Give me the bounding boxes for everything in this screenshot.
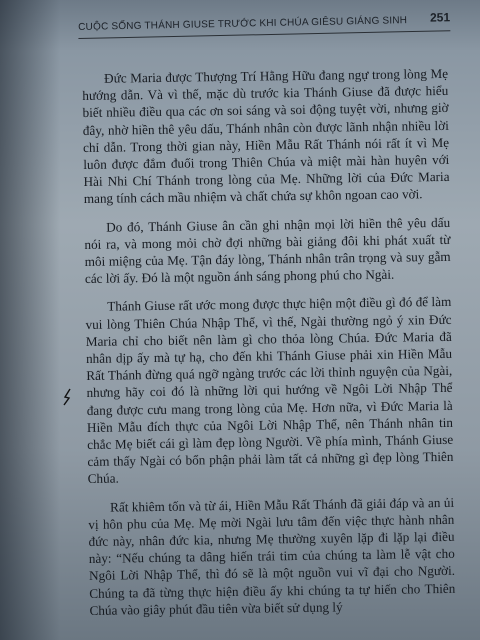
paragraph-2: Do đó, Thánh Giuse ân cần ghi nhận mọi lời hiền thê yêu dấu nói ra, và mong mỏi chờ đợi những bài giảng đôi khi phát xuất từ môi miệng của Mẹ. Tận đáy lòng, Thánh nhân trân trọng và suy gẫm các lời ấy. Đó là một nguồn ánh sáng phong phú cho Ngài. — [84, 214, 451, 287]
pencil-margin-mark-icon — [62, 388, 72, 409]
running-head: CUỘC SỐNG THÁNH GIUSE TRƯỚC KHI CHÚA GIÊSU GIÁNG SINH — [78, 15, 408, 33]
page-header — [78, 10, 450, 39]
body-text — [82, 65, 456, 630]
paragraph-3: Thánh Giuse rất ước mong được thực hiện một điều gì đó để làm vui lòng Thiên Chúa Nhập Thể, vì thế, Ngài thường ngỏ ý xin Đức Maria chỉ cho biết nên làm gì cho thỏa lòng Chúa. Đức Maria đã nhân dịp ấy mà tự hạ, cho đến khi Thánh Giuse phải xin Hiền Mẫu Rất Thánh đừng quá ngỡ ngàng trước các lời thỉnh nguyện của Ngài, nhưng hãy coi đó là những lời qui hướng về Ngôi Lời Nhập Thể đang được cưu mang trong lòng của Mẹ. Hơn nữa, vì Đức Maria là Hiền Mẫu đích thực của Ngôi Lời Nhập Thể, nên Thánh nhân tin chắc Mẹ biết cái gì làm đẹp lòng Người. Về phía mình, Thánh Giuse cảm thấy Ngài có bổn phận phải làm tất cả những gì đẹp lòng Thiên Chúa. — [85, 294, 454, 487]
paragraph-1: Đức Maria được Thượng Trí Hằng Hữu đang ngự trong lòng Mẹ hướng dẫn. Và vì thế, mặc dù trước kia Thánh Giuse đã được hiểu biết nhiều điều qua các ơn soi sáng và soi động tuyệt vời, nhưng giờ đây, nhờ hiền thê yêu dấu, Thánh nhân còn được lãnh nhận nhiều lời chỉ dẫn. Trong thời gian này, Hiền Mẫu Rất Thánh nói rất ít vì Mẹ luôn được đắm đuối trong Thiên Chúa và miệt mài hàn huyên với Hài Nhi Chí Thánh trong lòng của Mẹ. Những lời của Đức Maria mang tính cách mầu nhiệm và chất chứa sự khôn ngoan cao vời. — [82, 65, 450, 207]
page-gutter-shadow — [0, 0, 60, 640]
paragraph-4: Rất khiêm tốn và từ ái, Hiền Mẫu Rất Thánh đã giải đáp và an ủi vị hôn phu của Mẹ. Mẹ mời Ngài lưu tâm đến việc thực hành nhân đức này, nhân đức kia, nhưng Mẹ thường xuyên lặp đi lặp lại điều này: “Nếu chúng ta dâng hiến trái tim của chúng ta làm lễ vật cho Ngôi Lời Nhập Thể, thì đó sẽ là một nguồn vui vĩ đại cho Người. Chúng ta đã từng thực hiện điều ấy khi chúng ta tự hiến cho Thiên Chúa vào giây phút đầu tiên vừa biết sử dụng lý — [88, 494, 456, 618]
page-number: 251 — [429, 10, 451, 25]
